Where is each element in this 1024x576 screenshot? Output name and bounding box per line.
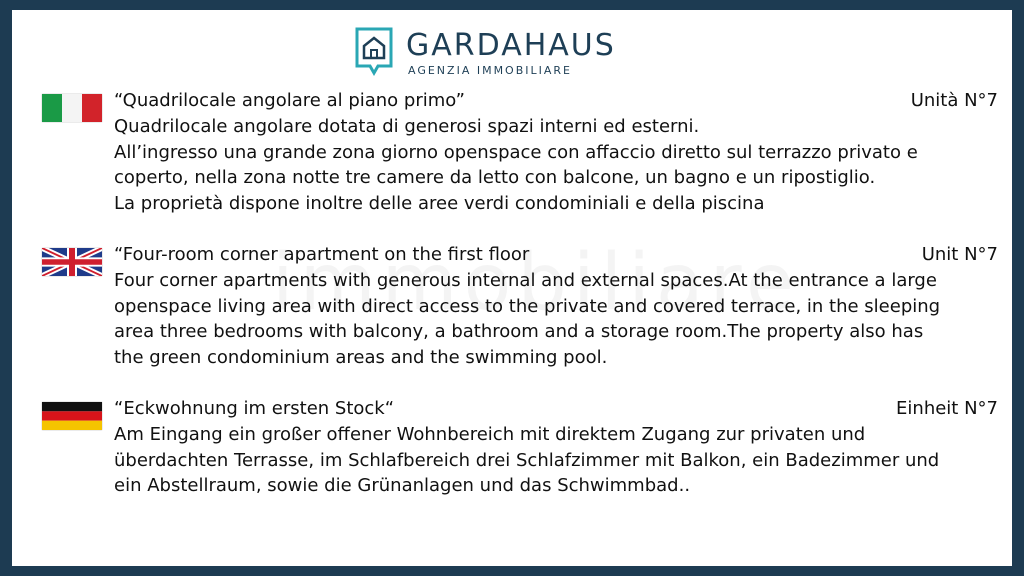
brand-name: GARDAHAUS [406,28,616,63]
unit-number: Einheit N°7 [896,398,998,419]
listing-description [114,422,1004,499]
description-line: ein Abstellraum, sowie die Grünanlagen und das Schwimmbad.. [114,475,691,496]
description-line: Quadrilocale angolare dotata di generosi spazi interni ed esterni. [114,116,700,137]
uk-flag-icon [42,248,102,276]
listing-title: “Quadrilocale angolare al piano primo” [114,90,465,111]
description-line: La proprietà dispone inoltre delle aree verdi condominiali e della piscina [114,192,765,214]
germany-flag-icon [42,402,102,430]
listing-title: “Four-room corner apartment on the first floor [114,244,530,265]
unit-number: Unità N°7 [910,90,998,111]
listing-card [12,10,1012,566]
description-line: überdachten Terrasse, im Schlafbereich drei Schlafzimmer mit Balkon, ein Badezimmer und [114,449,940,471]
brand-tagline: AGENZIA IMMOBILIARE [408,64,573,77]
description-line: coperto, nella zona notte tre camere da letto con balcone, un bagno e un ripostiglio. [114,167,876,188]
description-line: Four corner apartments with generous internal and external spaces.At the entrance a large [114,270,937,291]
description-line: openspace living area with direct access to the private and covered terrace, in the sleeping [114,295,941,317]
description-line: Am Eingang ein großer offener Wohnbereich mit direktem Zugang zur privaten und [114,424,866,445]
brand-logo [354,26,684,86]
description-line: All’ingresso una grande zona giorno openspace con affaccio diretto sul terrazzo privato e [114,141,918,163]
description-line: the green condominium areas and the swimming pool. [114,346,608,368]
listing-description [114,268,1004,370]
listing-title: “Eckwohnung im ersten Stock“ [114,398,395,419]
italy-flag-icon [42,94,102,122]
house-logo-icon [354,26,394,76]
listing-description [114,114,1004,216]
unit-number: Unit N°7 [921,244,998,265]
description-line: area three bedrooms with balcony, a bathroom and a storage room.The property also has [114,321,924,342]
